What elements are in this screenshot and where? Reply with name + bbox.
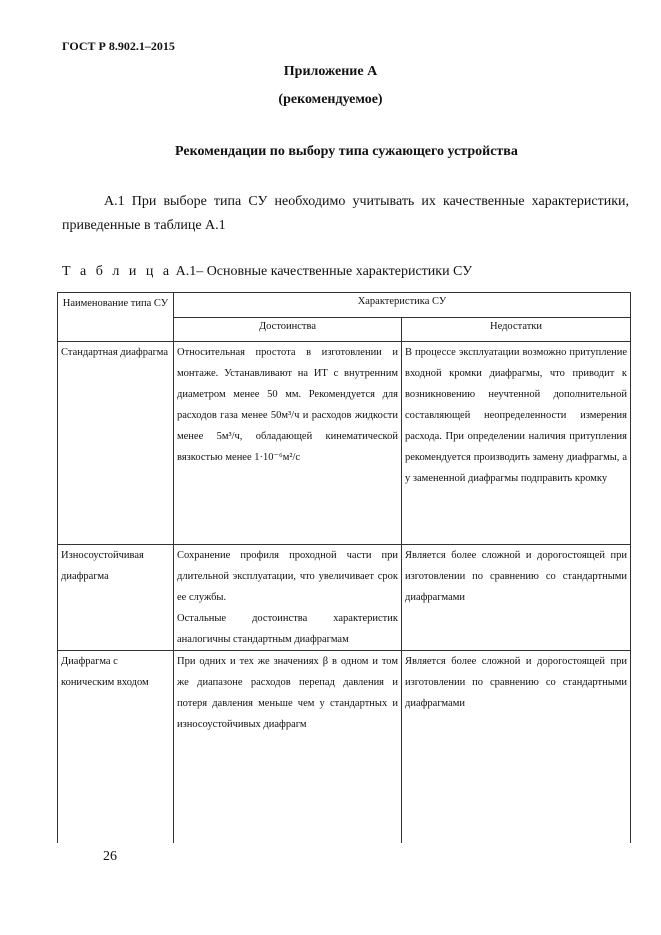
row-disadvantages: В процессе эксплуатации возможно притупление входной кромки диафрагмы, что приводит к возникновению неучтенной дополнительной составляющей неопределенности измерения расхода. При определении наличия притупления рекомендуется производить замену диафрагмы, а у замененной диафрагмы подправить кромку — [402, 342, 631, 545]
document-header: ГОСТ Р 8.902.1–2015 — [62, 39, 175, 53]
section-title: Рекомендации по выбору типа сужающего устройства — [175, 144, 518, 159]
characteristics-table — [57, 292, 631, 843]
appendix-title: Приложение А — [283, 64, 378, 79]
row-advantages: Относительная простота в изготовлении и монтаже. Устанавливают на ИТ с внутренним диаметром менее 50 мм. Рекомендуется для расходов газа менее 50м³/ч и расходов жидкости менее 5м³/ч, обладающей кинематической вязкостью менее 1·10⁻⁶м²/с — [174, 342, 402, 545]
header-advantages: Достоинства — [174, 317, 402, 342]
table-row — [58, 651, 631, 844]
table-caption-text: А.1– Основные качественные характеристики СУ — [172, 264, 473, 279]
table-caption-prefix: Т а б л и ц а — [62, 264, 173, 279]
header-group: Характеристика СУ — [174, 293, 631, 318]
row-advantages-main: Сохранение профиля проходной части при длительной эксплуатации, что увеличивает срок ее службы. — [177, 550, 398, 603]
header-disadvantages: Недостатки — [402, 317, 631, 342]
table-row — [58, 342, 631, 545]
table-row — [58, 545, 631, 651]
body-paragraph: А.1 При выборе типа СУ необходимо учитывать их качественные характеристики, приведенные в таблице А.1 — [62, 194, 629, 233]
row-name: Диафрагма с коническим входом — [58, 651, 174, 844]
row-advantages — [174, 545, 402, 651]
row-disadvantages: Является более сложной и дорогостоящей при изготовлении по сравнению со стандартными диафрагмами — [402, 545, 631, 651]
table-caption — [62, 264, 472, 280]
row-name: Стандартная диафрагма — [58, 342, 174, 545]
row-advantages: При одних и тех же значениях β в одном и том же диапазоне расходов перепад давления и потеря давления меньше чем у стандартных и износоустойчивых диафрагм — [174, 651, 402, 844]
row-name: Износоустойчивая диафрагма — [58, 545, 174, 651]
row-disadvantages: Является более сложной и дорогостоящей при изготовлении по сравнению со стандартными диафрагмами — [402, 651, 631, 844]
table-header-row — [58, 293, 631, 318]
row-advantages-extra: Остальные достоинства характеристик аналогичны стандартным диафрагмам — [177, 613, 398, 645]
appendix-subtitle: (рекомендуемое) — [278, 92, 383, 107]
page-number: 26 — [103, 849, 117, 864]
header-name: Наименование типа СУ — [58, 293, 174, 342]
